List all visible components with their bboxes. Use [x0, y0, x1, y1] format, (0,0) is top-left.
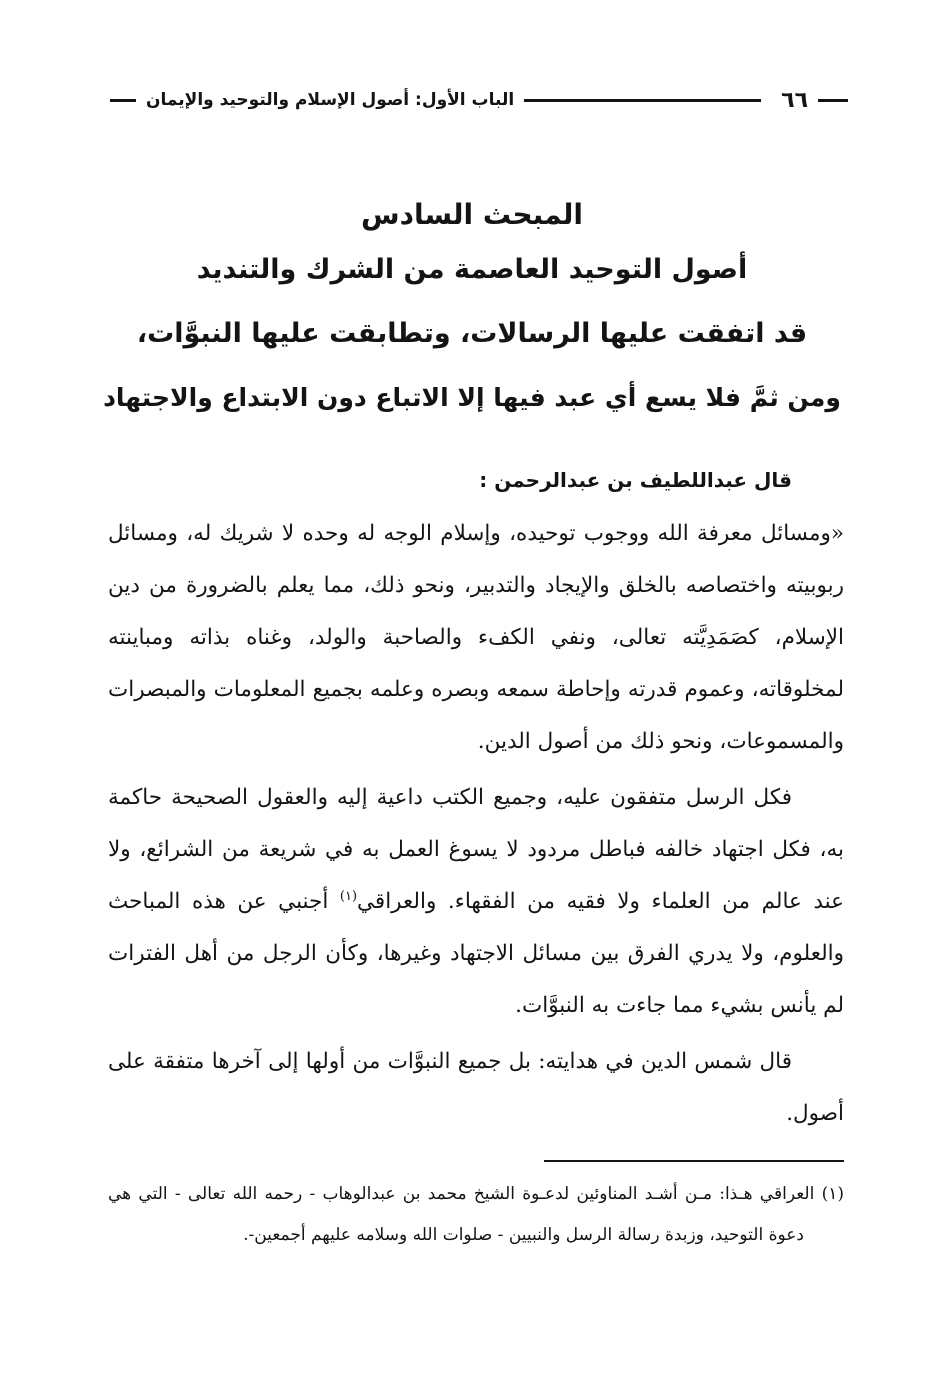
paragraph-3: قال شمس الدين في هدايته: بل جميع النبوَّات من أولها إلى آخرها متفقة على أصول.	[108, 1049, 844, 1126]
heading-line-3: ومن ثمَّ فلا يسع أي عبد فيها إلا الاتباع دون الابتداع والاجتهاد	[103, 383, 841, 412]
chapter-title: المبحث السادس	[360, 198, 583, 231]
paragraph-2	[108, 772, 844, 1032]
header-dash-left	[110, 99, 136, 102]
paragraph-2-part-a: فكل الرسل متفقون عليه، وجميع الكتب داعية إليه والعقول الصحيحة حاكمة به، فكل اجتهاد خالفه فباطل مردود لا يسوغ العمل به في شريعة من الشرائع، ولا عند عالم من العلماء ولا فقيه من الفقهاء. والعراقي	[108, 785, 844, 914]
header-dash-right	[818, 99, 848, 102]
heading-line-1: أصول التوحيد العاصمة من الشرك والتنديد	[196, 254, 748, 285]
heading-line-2: قد اتفقت عليها الرسالات، وتطابقت عليها النبوَّات،	[136, 318, 808, 349]
paragraph-2-part-b: أجنبي عن هذه المباحث والعلوم، ولا يدري الفرق بين مسائل الاجتهاد وغيرها، وكأن الرجل من أهل الفترات لم يأنس بشيء مما جاءت به النبوَّات.	[108, 889, 844, 1018]
paragraph-1: «ومسائل معرفة الله ووجوب توحيده، وإسلام الوجه له وحده لا شريك له، ومسائل ربوبيته واختصاصه بالخلق والإيجاد والتدبير، ونحو ذلك، مما يعلم بالضرورة من دين الإسلام، كصَمَدِيَّته تعالى، ونفي الكفء والصاحبة والولد، وغناه بذاته ومباينته لمخلوقاته، وعموم قدرته وإحاطة سمعه وبصره وعلمه بجميع المعلومات والمبصرات والمسموعات، ونحو ذلك من أصول الدين.	[108, 521, 844, 754]
running-header	[110, 82, 848, 118]
page-number: ٦٦	[781, 87, 808, 113]
footnote-separator	[544, 1160, 844, 1162]
quote-attribution: قال عبداللطيف بن عبدالرحمن :	[479, 468, 792, 492]
footnote-reference[interactable]: (١)	[339, 888, 358, 904]
header-rule	[524, 99, 761, 102]
running-title: الباب الأول: أصول الإسلام والتوحيد والإيمان	[146, 90, 515, 110]
body-text	[108, 460, 844, 1144]
section-titles	[100, 192, 844, 430]
footnote-1: (١) العراقي هـذا: مـن أشـد المناوئين لدعـوة الشيخ محمد بن عبدالوهاب - رحمه الله تعالى - التي هي دعوة التوحيد، وزبدة رسالة الرسل والنبيين - صلوات الله وسلامه عليهم أجمعين-.	[108, 1184, 844, 1245]
